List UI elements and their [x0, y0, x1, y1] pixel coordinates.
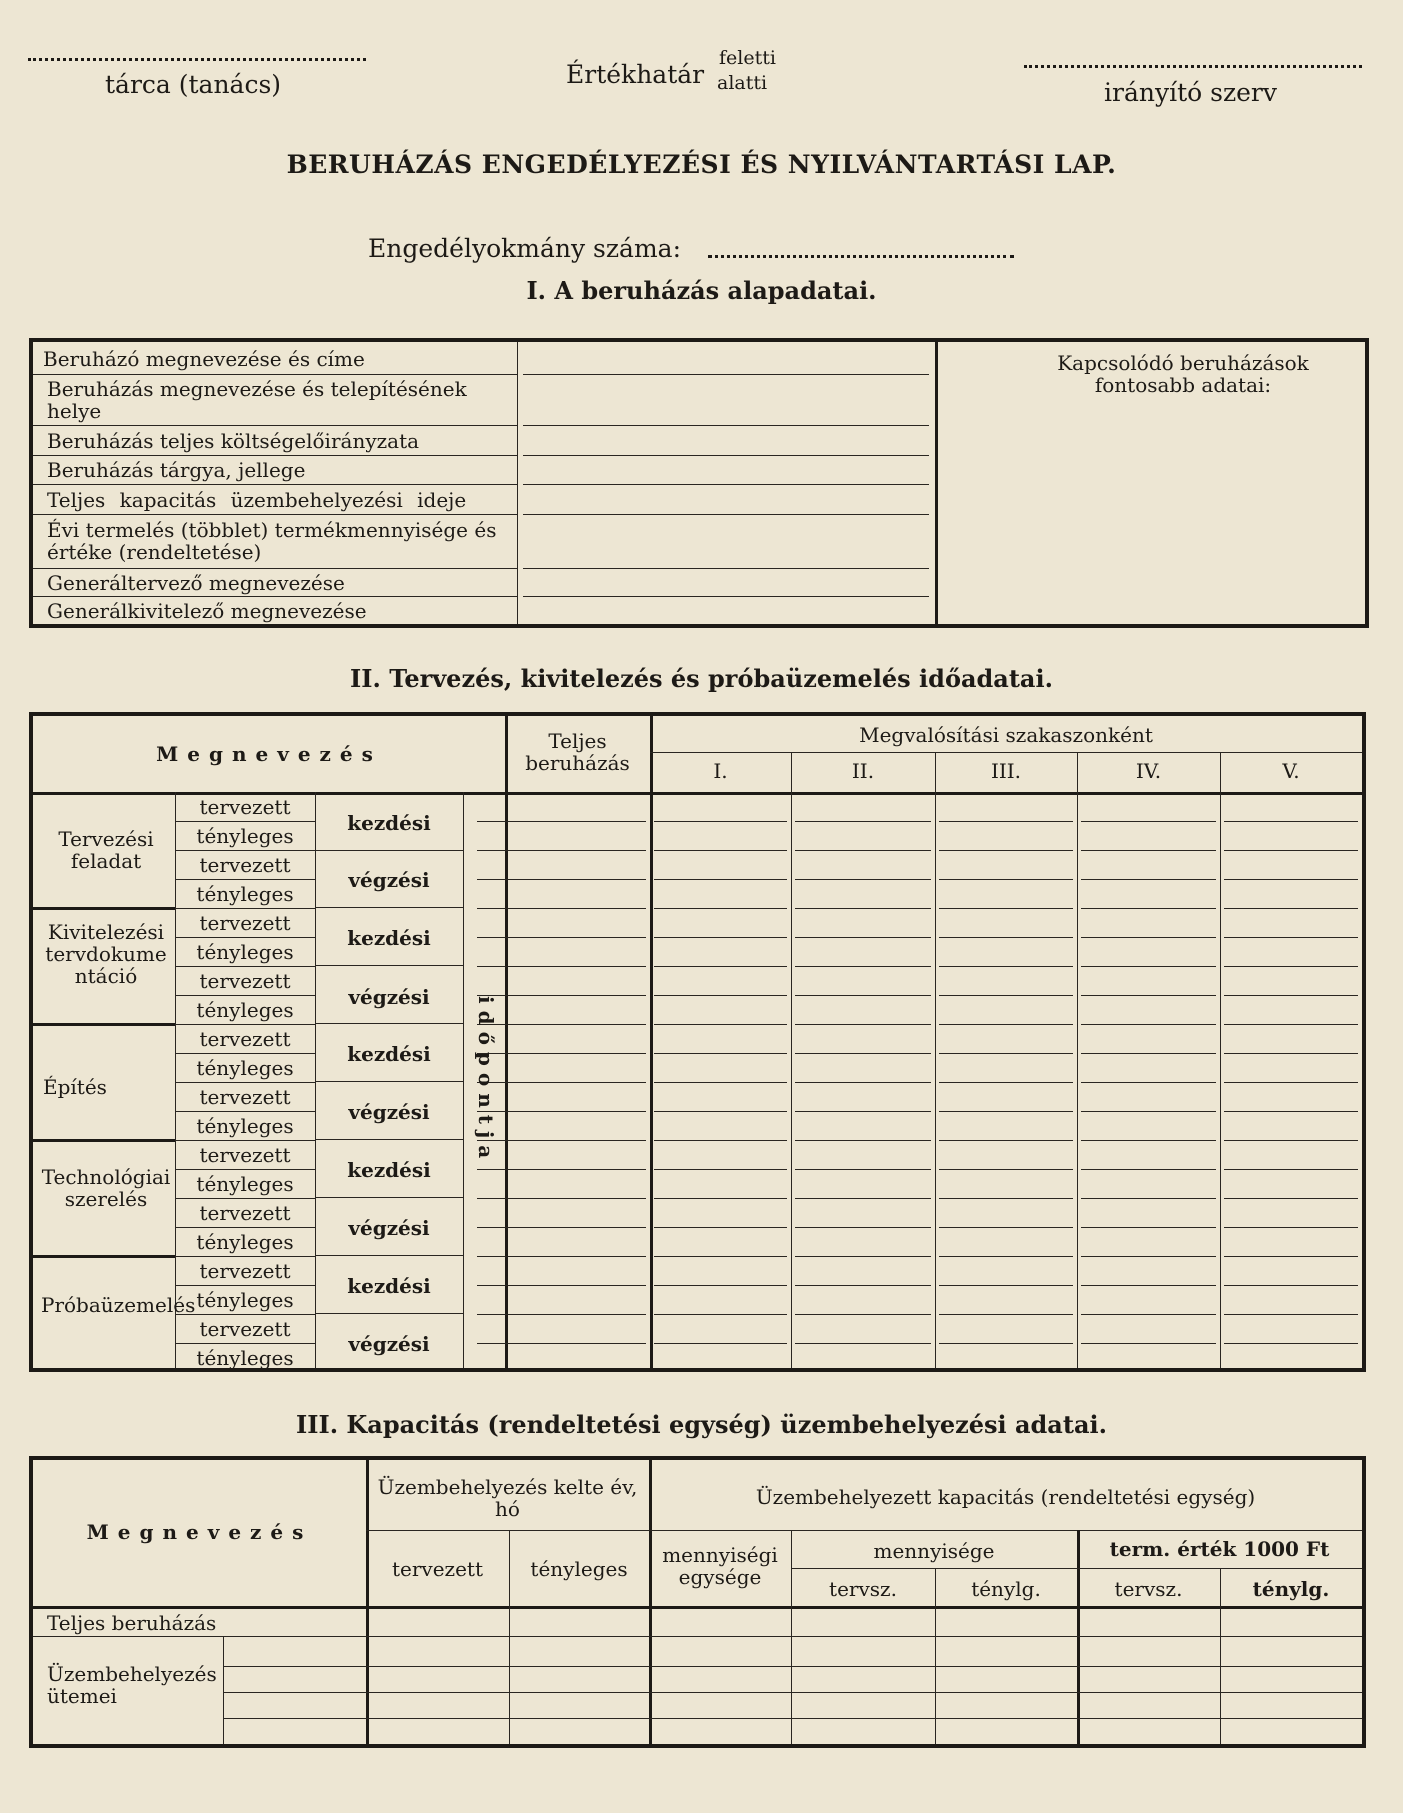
- planned-label: tervezett: [199, 1143, 291, 1167]
- group-design-task: Tervezési feladat: [58, 827, 154, 873]
- section2-title: II. Tervezés, kivitelezés és próbaüzemelés időadatai.: [350, 664, 1053, 693]
- actual-label: tényleges: [196, 882, 294, 906]
- s3-row-total-investment: Teljes beruházás: [47, 1611, 217, 1635]
- stage-3-header: III.: [990, 759, 1022, 783]
- actual-label: tényleges: [196, 1288, 294, 1312]
- actual-label: tényleges: [196, 940, 294, 964]
- planned-label: tervezett: [199, 795, 291, 819]
- col-name-header: Megnevezés: [156, 742, 382, 766]
- planned-label: tervezett: [199, 1027, 291, 1051]
- planned-label: tervezett: [199, 911, 291, 935]
- actual-label: tényleges: [196, 1346, 294, 1370]
- form-title: BERUHÁZÁS ENGEDÉLYEZÉSI ÉS NYILVÁNTARTÁSI LAP.: [286, 150, 1117, 179]
- group-technology-installation: Technológiai szerelés: [41, 1165, 171, 1211]
- value-limit-above: feletti: [719, 47, 776, 69]
- s3-value-planned: tervsz.: [1114, 1577, 1183, 1601]
- construction-end: végzési: [348, 1100, 430, 1124]
- section3-title: III. Kapacitás (rendeltetési egység) üzembehelyezési adatai.: [296, 1410, 1107, 1439]
- s3-col-planned: tervezett: [391, 1557, 483, 1581]
- planned-label: tervezett: [199, 1085, 291, 1109]
- s3-col-value: term. érték 1000 Ft: [1109, 1537, 1330, 1561]
- s3-col-capacity: Üzembehelyezett kapacitás (rendeltetési egység): [755, 1485, 1256, 1509]
- row-total-cost-estimate: Beruházás teljes költségelőirányzata: [47, 429, 420, 453]
- related-investments-label: Kapcsolódó beruházások fontosabb adatai:: [1057, 351, 1309, 397]
- planned-label: tervezett: [199, 853, 291, 877]
- s3-col-actual: tényleges: [530, 1557, 628, 1581]
- section2-table: [29, 712, 1366, 1372]
- stage-5-header: V.: [1282, 759, 1300, 783]
- group-execution-documentation: Kivitelezési tervdokumentáció: [45, 920, 167, 988]
- row-general-contractor: Generálkivitelező megnevezése: [47, 599, 367, 623]
- trial-start: kezdési: [347, 1274, 431, 1298]
- execution-end: végzési: [348, 985, 430, 1009]
- col-total-investment-header: Teljes beruházás: [525, 729, 630, 775]
- row-investment-name-location: Beruházás megnevezése és telepítésének helye: [47, 377, 467, 423]
- s3-value-actual: ténylg.: [1252, 1577, 1330, 1601]
- actual-label: tényleges: [196, 1056, 294, 1080]
- s3-row-commissioning-phases: Üzembehelyezés ütemei: [47, 1662, 217, 1708]
- planned-label: tervezett: [199, 969, 291, 993]
- permit-number-field[interactable]: [708, 255, 1014, 258]
- ministry-label: tárca (tanács): [105, 70, 282, 99]
- row-investor-name: Beruházó megnevezése és címe: [43, 347, 365, 371]
- value-limit-label: Értékhatár: [566, 60, 705, 89]
- stage-1-header: I.: [713, 759, 728, 783]
- s3-quantity-planned: tervsz.: [829, 1577, 897, 1601]
- s3-col-commissioning-date: Üzembehelyezés kelte év, hó: [377, 1475, 638, 1521]
- s3-col-quantity: mennyisége: [873, 1539, 995, 1563]
- authority-dotted-line[interactable]: [1024, 65, 1362, 68]
- permit-number-label: Engedélyokmány száma:: [368, 234, 681, 263]
- actual-label: tényleges: [196, 824, 294, 848]
- authority-label: irányító szerv: [1104, 78, 1277, 107]
- technology-end: végzési: [348, 1216, 430, 1240]
- stage-2-header: II.: [851, 759, 875, 783]
- row-capacity-commissioning-date: Teljes kapacitás üzembehelyezési ideje: [47, 488, 467, 512]
- section1-title: I. A beruházás alapadatai.: [526, 276, 877, 305]
- ministry-dotted-line[interactable]: [28, 58, 366, 61]
- actual-label: tényleges: [196, 998, 294, 1022]
- group-trial-operation: Próbaüzemelés: [41, 1293, 196, 1317]
- stage-4-header: IV.: [1135, 759, 1162, 783]
- execution-start: kezdési: [347, 926, 431, 950]
- row-subject-type: Beruházás tárgya, jellege: [47, 458, 306, 482]
- trial-end: végzési: [348, 1332, 430, 1356]
- technology-start: kezdési: [347, 1158, 431, 1182]
- s3-col-unit: mennyiségi egysége: [662, 1543, 778, 1589]
- planned-label: tervezett: [199, 1259, 291, 1283]
- design-end: végzési: [348, 868, 430, 892]
- row-general-designer: Generáltervező megnevezése: [47, 571, 345, 595]
- actual-label: tényleges: [196, 1114, 294, 1138]
- vertical-date-label: időpontja: [474, 996, 498, 1166]
- s3-col-name-header: Megnevezés: [86, 1520, 313, 1544]
- actual-label: tényleges: [196, 1230, 294, 1254]
- col-stages-header: Megvalósítási szakaszonként: [859, 723, 1153, 747]
- actual-label: tényleges: [196, 1172, 294, 1196]
- design-start: kezdési: [347, 811, 431, 835]
- group-construction: Építés: [43, 1075, 107, 1099]
- section3-table: [29, 1456, 1366, 1748]
- value-limit-below: alatti: [717, 72, 768, 94]
- construction-start: kezdési: [347, 1042, 431, 1066]
- planned-label: tervezett: [199, 1201, 291, 1225]
- row-annual-production: Évi termelés (többlet) termékmennyisége és értéke (rendeltetése): [47, 518, 497, 564]
- section1-table: [29, 338, 1369, 628]
- planned-label: tervezett: [199, 1317, 291, 1341]
- s3-quantity-actual: ténylg.: [971, 1577, 1041, 1601]
